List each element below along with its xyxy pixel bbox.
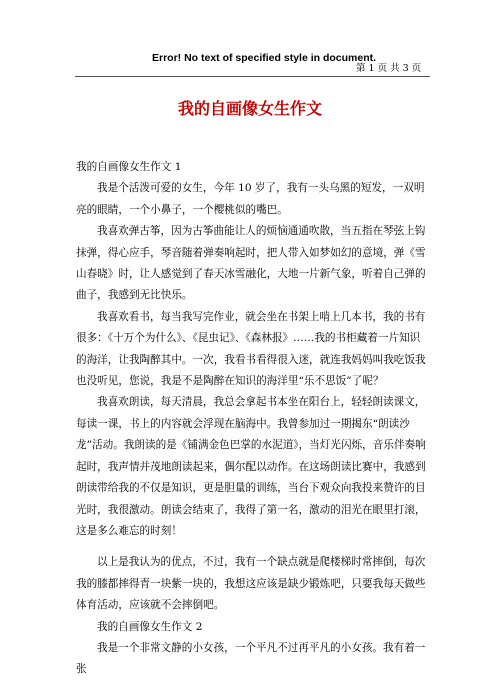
paragraph-guzheng: 我喜欢弹古筝，因为古筝曲能让人的烦恼通通吹散，当五指在琴弦上钩抹弹，得心应手，琴音随着弹奏响起时，把人带入如梦如幻的意境，弹《雪山春晓》时，让人感觉到了春天冰雪融化，大地一片新气象，听着自己弹的曲子，我感到无比快乐。 bbox=[76, 225, 426, 302]
document-title: 我的自画像女生作文 bbox=[177, 99, 322, 118]
paragraph-essay-1-heading: 我的自画像女生作文 1 bbox=[76, 161, 182, 173]
header-divider bbox=[75, 76, 430, 77]
paragraph-essay-2-start: 我是一个非常文静的小女孩，一个平凡不过再平凡的小女孩。我有着一张 bbox=[76, 641, 426, 676]
paragraph-spacer bbox=[76, 542, 428, 552]
paragraph-shortcoming: 以上是我认为的优点，不过，我有一个缺点就是爬楼梯时常摔倒，每次我的膝都摔得青一块紫一块的，我想这应该是缺少锻炼吧，只要我每天做些体育活动，应该就不会摔倒吧。 bbox=[76, 556, 426, 612]
paragraph-recitation: 我喜欢朗读，每天清晨，我总会拿起书本坐在阳台上，轻轻朗读课文，每读一课，书上的内容就会浮现在脑海中。我曾参加过一期揭东“朗读沙龙”活动。我朗读的是《铺满金色巴掌的水泥道》，当灯光闪烁，音乐伴奏响起时，我声情并茂地朗读起来，偶尔配以动作。在这场朗读比赛中，我感到朗读带给我的不仅是知识，更是胆量的训练，当台下观众向我投来赞许的目光时，我很激动。朗读会结束了，我得了第一名，激动的泪光在眼里打滚，这是多么难忘的时刻！ bbox=[76, 396, 426, 537]
paragraph-essay-2-heading: 我的自画像女生作文 2 bbox=[97, 620, 203, 633]
header-page-info: 第 1 页 共 3 页 bbox=[356, 63, 422, 74]
paragraph-intro: 我是个活泼可爱的女生，今年 10 岁了，我有一头乌黑的短发，一双明亮的眼睛，一个小鼻子，一个樱桃似的嘴巴。 bbox=[76, 182, 425, 216]
paragraph-reading: 我喜欢看书，每当我写完作业，就会坐在书架上啃上几本书，我的书有很多：《十万个为什么》、《昆虫记》、《森林报》……我的书柜藏着一片知识的海洋，让我陶醉其中。一次，我看书看得很入迷，就连我妈妈叫我吃饭我也没听见，您说，我是不是陶醉在知识的海洋里“乐不思饭”了呢？ bbox=[76, 310, 426, 388]
header-error-text: Error! No text of specified style in document. bbox=[152, 52, 377, 64]
document-body bbox=[76, 157, 428, 681]
